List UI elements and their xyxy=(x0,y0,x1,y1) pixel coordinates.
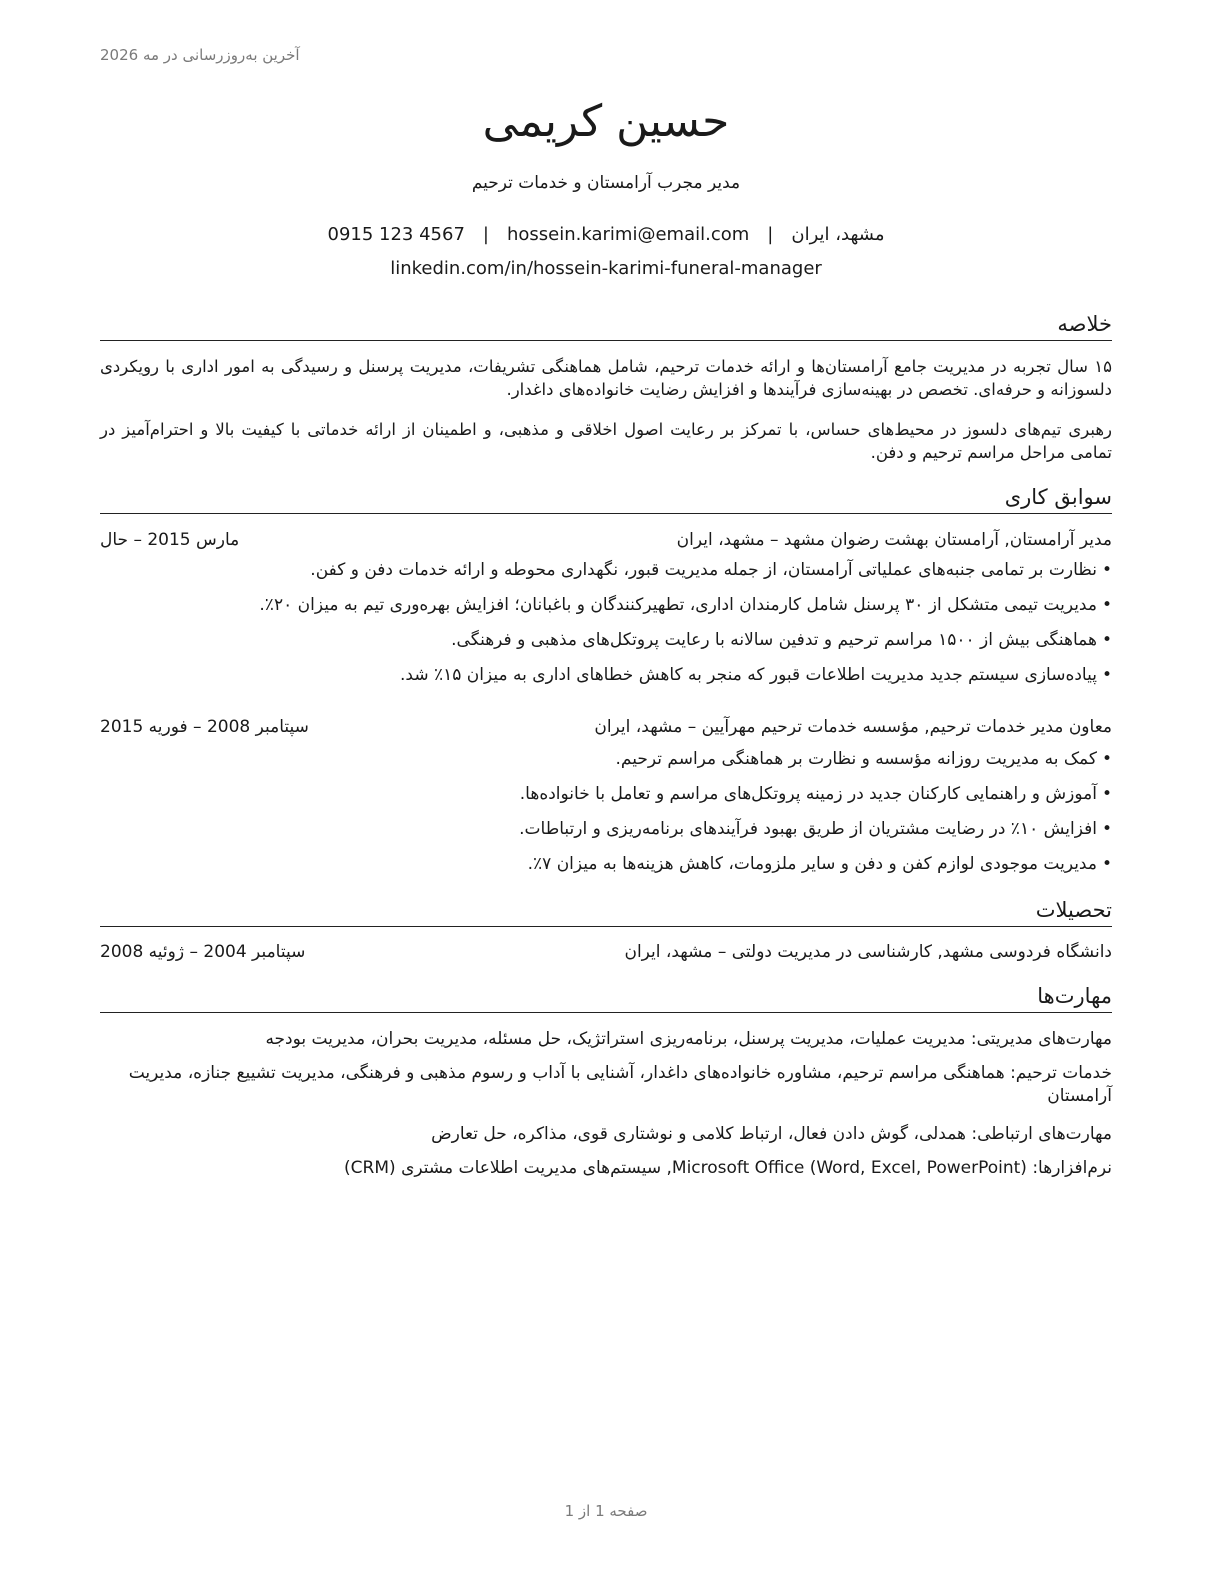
job-bullet-list xyxy=(100,747,1112,887)
skill-line: مهارت‌های ارتباطی: همدلی، گوش دادن فعال، ارتباط کلامی و نوشتاری قوی، مذاکره، حل تعارض xyxy=(431,1124,1112,1144)
candidate-name: حسین کریمی xyxy=(482,96,730,147)
section-title-skills: مهارت‌ها xyxy=(100,982,1112,1013)
section-title-summary: خلاصه xyxy=(100,310,1112,341)
skill-line: مهارت‌های مدیریتی: مدیریت عملیات، مدیریت پرسنل، برنامه‌ریزی استراتژیک، حل مسئله، مدیریت بحران، مدیریت بودجه xyxy=(265,1029,1112,1049)
contact-location: مشهد، ایران xyxy=(791,224,885,245)
list-item: •مدیریت تیمی متشکل از ۳۰ پرسنل شامل کارمندان اداری، تطهیرکنندگان و باغبانان؛ افزایش بهره‌وری تیم به میزان ۲۰٪. xyxy=(259,595,1112,615)
education-row xyxy=(100,940,1112,964)
section-title-education: تحصیلات xyxy=(100,896,1112,927)
list-item: •هماهنگی بیش از ۱۵۰۰ مراسم ترحیم و تدفین سالانه با رعایت پروتکل‌های مذهبی و فرهنگی. xyxy=(451,630,1112,650)
candidate-tagline: مدیر مجرب آرامستان و خدمات ترحیم xyxy=(471,173,741,193)
contact-separator: | xyxy=(767,224,774,245)
last-updated-note: آخرین به‌روزرسانی در مه 2026 xyxy=(100,46,300,64)
list-item: •افزایش ۱۰٪ در رضایت مشتریان از طریق بهبود فرآیندهای برنامه‌ریزی و ارتباطات. xyxy=(519,819,1112,839)
education-dates: سپتامبر 2004 – ژوئیه 2008 xyxy=(100,942,306,962)
contact-email[interactable]: hossein.karimi@email.com xyxy=(507,224,750,245)
skill-line: نرم‌افزارها: Microsoft Office (Word, Excel, PowerPoint), سیستم‌های مدیریت اطلاعات مشتری (CRM) xyxy=(344,1158,1112,1178)
job-heading-row xyxy=(100,715,1112,739)
job-dates: مارس 2015 – حال xyxy=(100,530,240,550)
summary-paragraph: ۱۵ سال تجربه در مدیریت جامع آرامستان‌ها و ارائه خدمات ترحیم، شامل هماهنگی تشریفات، مدیریت پرسنل و رسیدگی به امور اداری با رویکردی دلسوزانه و حرفه‌ای. تخصص در بهینه‌سازی فرآیندها و افزایش رضایت خانواده‌های داغدار. xyxy=(100,357,1112,399)
job-title-company: مدیر آرامستان, آرامستان بهشت رضوان مشهد – مشهد، ایران xyxy=(676,530,1112,550)
job-bullet-list xyxy=(100,558,1112,698)
education-institution-degree: دانشگاه فردوسی مشهد, کارشناسی در مدیریت دولتی – مشهد، ایران xyxy=(624,942,1112,962)
list-item: •پیاده‌سازی سیستم جدید مدیریت اطلاعات قبور که منجر به کاهش خطاهای اداری به میزان ۱۵٪ شد. xyxy=(400,665,1112,685)
job-dates: سپتامبر 2008 – فوریه 2015 xyxy=(100,717,309,737)
section-title-experience: سوابق کاری xyxy=(100,483,1112,514)
linkedin-link[interactable]: linkedin.com/in/hossein-karimi-funeral-manager xyxy=(390,258,822,279)
list-item: •مدیریت موجودی لوازم کفن و دفن و سایر ملزومات، کاهش هزینه‌ها به میزان ۷٪. xyxy=(527,854,1112,874)
skill-line: خدمات ترحیم: هماهنگی مراسم ترحیم، مشاوره خانواده‌های داغدار، آشنایی با آداب و رسوم مذهبی و فرهنگی، مدیریت تشییع جنازه، مدیریت آرامستان xyxy=(128,1063,1112,1106)
summary-paragraph: رهبری تیم‌های دلسوز در محیط‌های حساس، با تمرکز بر رعایت اصول اخلاقی و مذهبی، و اطمینان از ارائه خدماتی با کیفیت بالا و احترام‌آمیز در تمامی مراحل مراسم ترحیم و دفن. xyxy=(100,420,1112,462)
contact-phone: 0915 123 4567 xyxy=(327,224,465,245)
job-heading-row xyxy=(100,528,1112,552)
page-number: صفحه 1 از 1 xyxy=(564,1502,648,1520)
contact-line xyxy=(100,223,1112,247)
list-item: •کمک به مدیریت روزانه مؤسسه و نظارت بر هماهنگی مراسم ترحیم. xyxy=(615,749,1112,769)
job-title-company: معاون مدیر خدمات ترحیم, مؤسسه خدمات ترحیم مهرآیین – مشهد، ایران xyxy=(594,717,1112,737)
list-item: •نظارت بر تمامی جنبه‌های عملیاتی آرامستان، از جمله مدیریت قبور، نگهداری محوطه و ارائه خدمات دفن و کفن. xyxy=(310,560,1112,580)
contact-separator: | xyxy=(482,224,489,245)
list-item: •آموزش و راهنمایی کارکنان جدید در زمینه پروتکل‌های مراسم و تعامل با خانواده‌ها. xyxy=(519,784,1112,804)
resume-page xyxy=(100,0,1112,1584)
